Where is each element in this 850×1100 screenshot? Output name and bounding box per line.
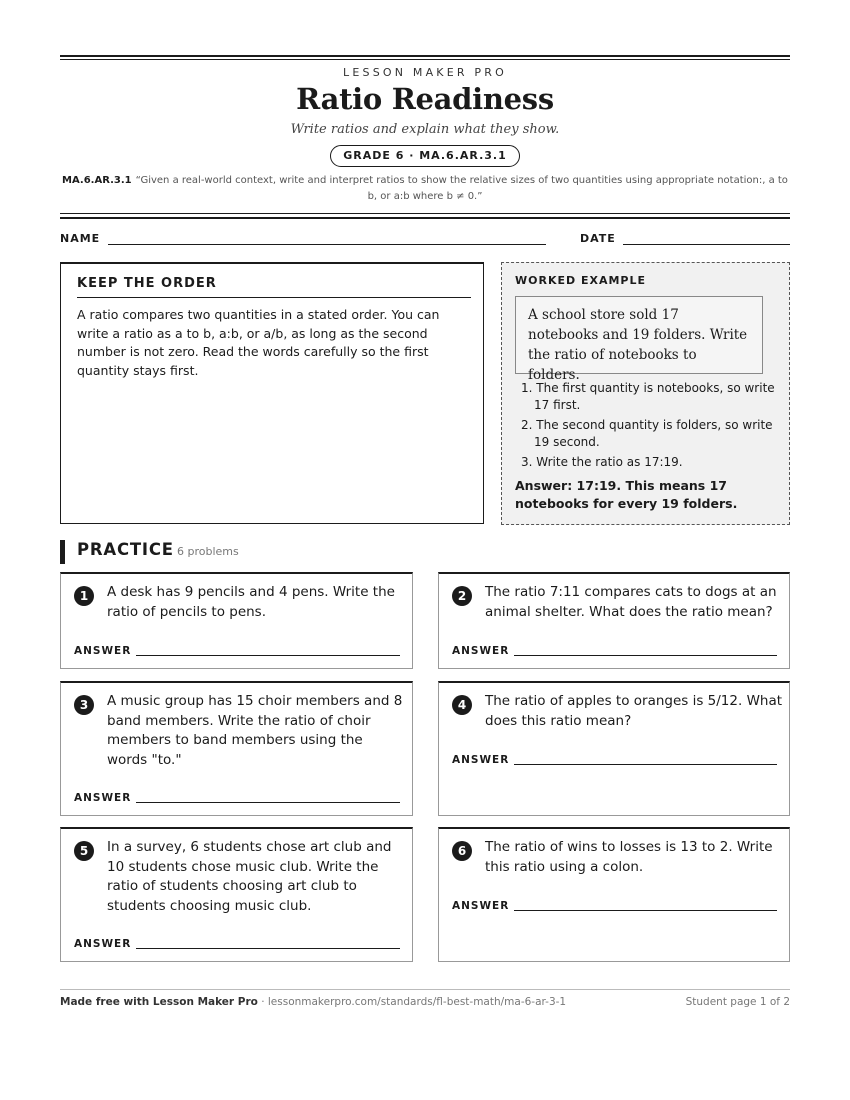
problem-number-badge: 6 (452, 841, 472, 861)
name-field[interactable] (108, 244, 546, 245)
worksheet-page (60, 0, 790, 1100)
answer-line-2[interactable] (514, 655, 777, 656)
problem-number-badge: 5 (74, 841, 94, 861)
practice-problem-3 (60, 681, 413, 816)
keep-the-order-heading: KEEP THE ORDER (77, 276, 471, 298)
answer-line-3[interactable] (136, 802, 400, 803)
header-rule (60, 217, 790, 219)
worked-example-box (501, 262, 790, 525)
page-subtitle: Write ratios and explain what they show. (290, 122, 560, 137)
footer-rule (60, 989, 790, 990)
worked-example-heading: WORKED EXAMPLE (515, 274, 646, 287)
worked-step: 3. Write the ratio as 17:19. (521, 455, 683, 469)
problem-number-badge: 3 (74, 695, 94, 715)
answer-line-6[interactable] (514, 910, 777, 911)
problem-text: In a survey, 6 students chose art club and 10 students chose music club. Write the ratio of students choosing art club to students choosing music club. (107, 839, 392, 914)
worked-example-steps (515, 380, 777, 474)
worked-example-answer: Answer: 17:19. This means 17 notebooks for every 19 folders. (515, 478, 738, 511)
answer-label: ANSWER (74, 938, 132, 950)
problem-text: A desk has 9 pencils and 4 pens. Write the ratio of pencils to pens. (107, 584, 395, 620)
practice-problem-4 (438, 681, 790, 816)
standard-code: MA.6.AR.3.1 (62, 175, 132, 186)
practice-accent-bar (60, 540, 65, 564)
standard-text: “Given a real-world context, write and interpret ratios to show the relative sizes of two quantities using appropriate notation:, a to b, or a:b where b ≠ 0.” (135, 175, 788, 202)
problem-text: The ratio of apples to oranges is 5/12. What does this ratio mean? (485, 693, 783, 729)
answer-label: ANSWER (74, 645, 132, 657)
footer-url[interactable]: lessonmakerpro.com/standards/fl-best-math/ma-6-ar-3-1 (267, 996, 567, 1008)
problem-number-badge: 1 (74, 586, 94, 606)
keep-the-order-text: A ratio compares two quantities in a stated order. You can write a ratio as a to b, a:b, or a/b, as long as the second number is not zero. Read the words carefully so the first quantity stays first. (77, 307, 440, 378)
grade-badge: GRADE 6 · MA.6.AR.3.1 (330, 145, 520, 167)
name-label: NAME (60, 232, 101, 245)
date-field[interactable] (623, 244, 790, 245)
footer-credit (60, 996, 566, 1008)
page-title: Ratio Readiness (296, 82, 554, 116)
problem-number-badge: 2 (452, 586, 472, 606)
practice-count: 6 problems (177, 545, 239, 558)
problem-text: A music group has 15 choir members and 8 band members. Write the ratio of choir members to band members using the words "to." (107, 693, 403, 768)
standard-statement (60, 173, 790, 205)
date-label: DATE (580, 232, 616, 245)
practice-problem-1 (60, 572, 413, 669)
answer-line-5[interactable] (136, 948, 400, 949)
top-rule-thin (60, 59, 790, 60)
practice-problem-5 (60, 827, 413, 962)
top-rule (60, 55, 790, 57)
worked-example-problem: A school store sold 17 notebooks and 19 folders. Write the ratio of notebooks to folders. (515, 296, 763, 374)
answer-label: ANSWER (74, 792, 132, 804)
keep-the-order-box (60, 262, 484, 524)
footer-separator: · (257, 996, 268, 1008)
answer-label: ANSWER (452, 900, 510, 912)
worked-step: 1. The first quantity is notebooks, so write 17 first. (521, 381, 775, 412)
problem-text: The ratio of wins to losses is 13 to 2. Write this ratio using a colon. (485, 839, 773, 875)
footer-made-with: Made free with Lesson Maker Pro (60, 996, 258, 1008)
header-rule-thin (60, 213, 790, 214)
practice-problem-2 (438, 572, 790, 669)
brand-name: LESSON MAKER PRO (343, 66, 507, 79)
practice-problem-6 (438, 827, 790, 962)
practice-title: PRACTICE (77, 540, 174, 559)
answer-line-4[interactable] (514, 764, 777, 765)
answer-label: ANSWER (452, 645, 510, 657)
problem-text: The ratio 7:11 compares cats to dogs at an animal shelter. What does the ratio mean? (485, 584, 777, 620)
answer-label: ANSWER (452, 754, 510, 766)
worked-step: 2. The second quantity is folders, so write 19 second. (521, 418, 773, 449)
answer-line-1[interactable] (136, 655, 400, 656)
footer-page-number: Student page 1 of 2 (685, 996, 790, 1008)
problem-number-badge: 4 (452, 695, 472, 715)
